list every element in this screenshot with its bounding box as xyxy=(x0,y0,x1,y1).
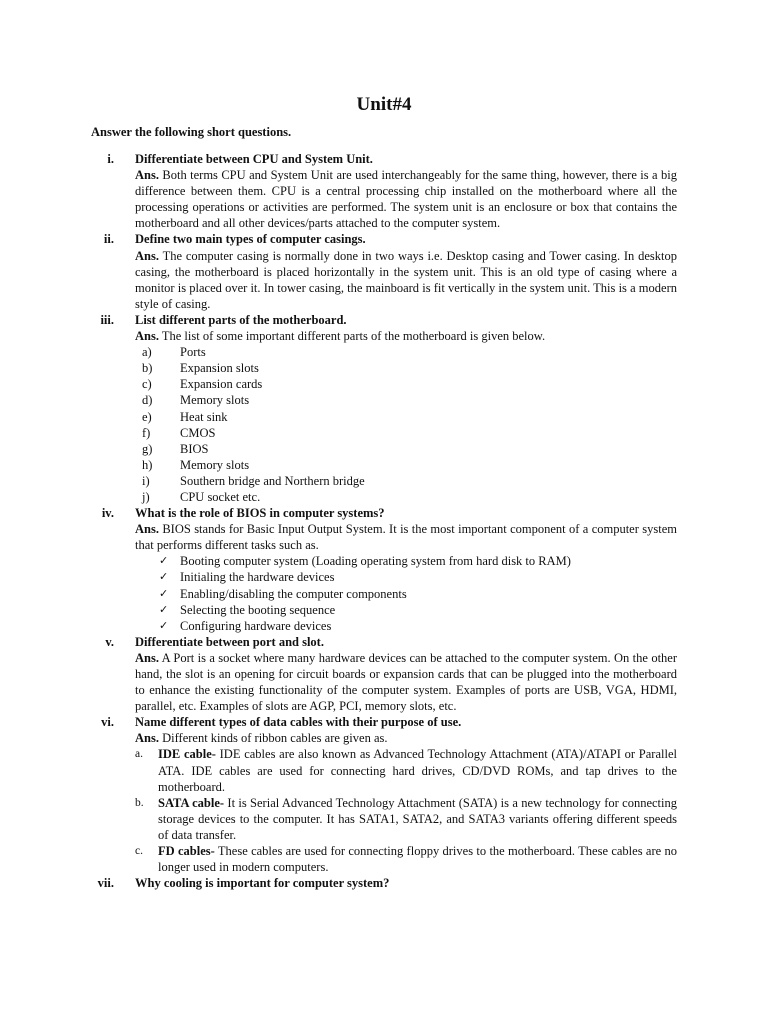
list-item xyxy=(135,473,677,489)
list-item xyxy=(135,360,677,376)
list-marker: c) xyxy=(142,377,152,392)
question-4 xyxy=(0,505,768,634)
list-marker: d) xyxy=(142,393,153,408)
instruction: Answer the following short questions. xyxy=(91,125,292,139)
question-number: vii. xyxy=(97,876,114,891)
list-item-text: These cables are used for connecting floppy drives to the motherboard. These cables are no longer used in modern computers. xyxy=(158,844,677,875)
question-title: Name different types of data cables with their purpose of use. xyxy=(135,715,462,730)
list-item xyxy=(135,586,677,602)
page-title: Unit#4 xyxy=(356,94,412,115)
list-item xyxy=(135,457,677,473)
answer-body: The list of some important different parts of the motherboard is given below. xyxy=(161,329,546,344)
list-item xyxy=(135,489,677,505)
cable-name: IDE cable- xyxy=(158,747,216,762)
list-marker: i) xyxy=(142,473,150,488)
list-item-text: Configuring hardware devices xyxy=(180,618,332,633)
list-item xyxy=(135,425,677,441)
question-title: List different parts of the motherboard. xyxy=(135,312,347,327)
list-item-text: Ports xyxy=(180,345,206,360)
list-item-text: Expansion cards xyxy=(180,377,263,392)
list-marker: c. xyxy=(135,845,143,858)
list-item-text: IDE cables are also known as Advanced Technology Attachment (ATA)/ATAPI or Parallel ATA. IDE cables are used for connecting hard drives, CD/DVD ROMs, and tap drives to the motherboard. xyxy=(158,747,677,794)
list-item xyxy=(135,795,677,843)
answer-label: Ans. xyxy=(135,248,159,263)
list-marker: a. xyxy=(135,748,143,761)
cable-name: FD cables- xyxy=(158,844,215,859)
list-item-text: CPU socket etc. xyxy=(180,489,261,504)
question-title: Define two main types of computer casings. xyxy=(135,232,366,247)
question-number: v. xyxy=(105,634,114,649)
question-7 xyxy=(0,875,768,891)
answer-body: Both terms CPU and System Unit are used interchangeably for the same thing, however, there is a big difference between them. CPU is a central processing chip installed on the motherboard where all the processing operations or activities are performed. The system unit is an enclosure or box that contains the motherboard and all other devices/parts attached to the computer system. xyxy=(135,168,678,231)
question-number: ii. xyxy=(103,232,114,247)
answer-body: A Port is a socket where many hardware devices can be attached to the computer system. On the other hand, the slot is an opening for circuit boards or expansion cards that can be plugged into the motherboard to enhance the existing functionality of the computer system. Examples of ports are USB, VGA, HDMI, parallel, etc. Examples of slots are AGP, PCI, memory slots, etc. xyxy=(135,650,677,714)
list-item xyxy=(135,618,677,634)
list-item xyxy=(135,441,677,457)
bios-tasks-list xyxy=(135,553,677,633)
list-item xyxy=(135,392,677,408)
checkmark-icon: ✓ xyxy=(159,570,169,584)
question-1 xyxy=(0,151,768,231)
list-item-text: Expansion slots xyxy=(180,361,259,376)
list-item-text: Heat sink xyxy=(180,409,228,424)
list-marker: g) xyxy=(142,441,153,456)
list-item xyxy=(135,569,677,585)
list-marker: e) xyxy=(142,409,152,424)
question-3 xyxy=(0,312,768,505)
data-cables-list xyxy=(135,746,677,875)
answer-text xyxy=(135,730,677,746)
question-title: What is the role of BIOS in computer systems? xyxy=(135,506,385,521)
checkmark-icon: ✓ xyxy=(159,602,169,616)
answer-text xyxy=(135,650,677,714)
question-title: Why cooling is important for computer system? xyxy=(135,876,390,891)
list-item-text: CMOS xyxy=(180,425,216,440)
answer-label: Ans. xyxy=(135,168,159,183)
question-2 xyxy=(0,231,768,311)
list-marker: f) xyxy=(142,425,151,440)
list-marker: a) xyxy=(142,345,152,360)
answer-text xyxy=(135,328,677,344)
question-title: Differentiate between CPU and System Unit. xyxy=(135,152,373,166)
list-item xyxy=(135,376,677,392)
answer-label: Ans. xyxy=(135,329,159,344)
question-title: Differentiate between port and slot. xyxy=(135,634,324,649)
checkmark-icon: ✓ xyxy=(159,554,169,568)
list-item-text: Booting computer system (Loading operating system from hard disk to RAM) xyxy=(180,554,571,569)
question-list xyxy=(0,151,768,891)
cable-name: SATA cable- xyxy=(158,795,225,810)
checkmark-icon: ✓ xyxy=(159,618,169,632)
answer-text xyxy=(135,248,677,312)
answer-text xyxy=(135,167,677,231)
list-marker: b. xyxy=(135,796,144,809)
answer-label: Ans. xyxy=(135,731,159,746)
answer-body: Different kinds of ribbon cables are given as. xyxy=(162,731,388,746)
answer-text xyxy=(135,521,677,553)
list-item xyxy=(135,553,677,569)
list-item xyxy=(135,602,677,618)
checkmark-icon: ✓ xyxy=(159,586,169,600)
list-marker: h) xyxy=(142,457,153,472)
question-number: iv. xyxy=(101,506,114,521)
list-marker: j) xyxy=(142,489,150,504)
list-item xyxy=(135,409,677,425)
list-item xyxy=(135,344,677,360)
list-item-text: Memory slots xyxy=(180,457,250,472)
list-item-text: Memory slots xyxy=(180,393,250,408)
list-item-text: Enabling/disabling the computer components xyxy=(180,586,407,601)
answer-label: Ans. xyxy=(135,522,159,537)
answer-label: Ans. xyxy=(135,650,159,665)
list-marker: b) xyxy=(142,361,153,376)
motherboard-parts-list xyxy=(135,344,677,505)
list-item-text: Selecting the booting sequence xyxy=(180,602,336,617)
answer-body: BIOS stands for Basic Input Output System. It is the most important component of a computer system that performs different tasks such as. xyxy=(135,522,677,553)
list-item-text: Initialing the hardware devices xyxy=(180,570,335,585)
question-6 xyxy=(0,714,768,875)
list-item-text: BIOS xyxy=(180,441,209,456)
question-5 xyxy=(0,634,768,714)
answer-body: The computer casing is normally done in two ways i.e. Desktop casing and Tower casing. In desktop casing, the motherboard is placed horizontally in the system unit. This is an old type of casing where a monitor is placed over it. In tower casing, the mainboard is fit vertically in the system unit. This is a modern style of casing. xyxy=(135,248,678,311)
question-number: i. xyxy=(107,152,114,166)
question-number: iii. xyxy=(100,312,114,327)
list-item xyxy=(135,843,677,875)
list-item-text: Southern bridge and Northern bridge xyxy=(180,473,365,488)
list-item-text: It is Serial Advanced Technology Attachment (SATA) is a new technology for connecting storage devices to the computer. It has SATA1, SATA2, and SATA3 variants offering different speeds of data transfer. xyxy=(158,795,678,842)
question-number: vi. xyxy=(101,715,114,730)
list-item xyxy=(135,746,677,794)
